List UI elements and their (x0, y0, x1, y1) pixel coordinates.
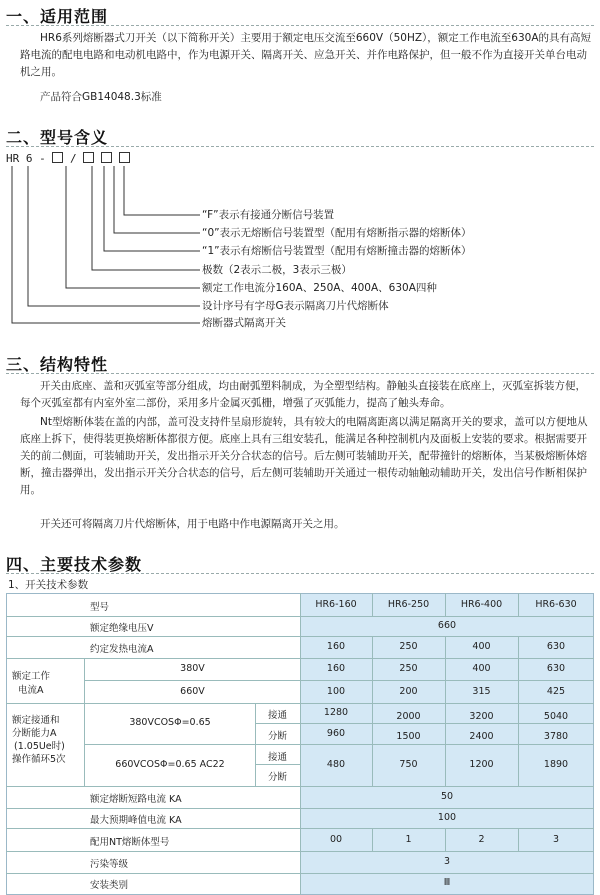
break-label: 分断 (267, 772, 287, 783)
cell-value: 2400 (469, 731, 494, 742)
legend-item: “0”表示无熔断信号装置型（配用有熔断指示器的熔断体） (202, 227, 472, 239)
cell-value: 200 (399, 686, 418, 697)
cell-value: 630 (546, 663, 566, 674)
voltage-label: 380V (180, 663, 205, 674)
cell-value: 1280 (323, 707, 349, 718)
section-title-scope: 一、适用范围 (6, 7, 109, 26)
legend-item: 设计序号有字母G表示隔离刀片代熔断体 (202, 300, 389, 312)
scope-paragraph: HR6系列熔断器式刀开关（以下简称开关）主要用于额定电压交流至660V（50HZ），额定工作电流至630A的具有高短路电流的配电电路和电动机电路中，作为电源开关、隔离开关、应急开关、并作电路保护，但一般不作为直接开关单台电动机之用。 (20, 32, 592, 78)
cell-value: 100 (326, 686, 346, 697)
section-divider (6, 373, 594, 374)
subsection-title: 1、开关技术参数 (8, 579, 89, 591)
row-label: 最大预期峰值电流 KA (90, 815, 182, 826)
voltage-label: 660V (180, 686, 205, 697)
model-code-sep: / (70, 152, 77, 165)
make-label: 接通 (267, 710, 287, 721)
header-model: HR6-160 (315, 599, 357, 610)
cell-value: 2000 (396, 711, 421, 722)
header-model: HR6-400 (460, 599, 503, 610)
cell-value: 1200 (469, 759, 494, 770)
structure-paragraph: Nt型熔断体装在盖的内部，盖可没支持件呈扇形旋转，具有较大的电隔离距离以满足隔离开关的要求，盖可以方便地从底座上拆下，使得装更换熔断体都很方便。底座上具有三组安装孔，能满足各种控制机内及面板上安装的要求。根据需要开关的前二侧面，可装辅助开关，发出指示开关分合状态的信号。后左侧可装辅助开关，配带撞针的熔断体，当某极熔断体熔断，撞击器弹出，发出指示开关分合状态的信号，后左侧可装辅助开关通过一根传动轴触动辅助开关，发出信号作断相保护用。 (20, 416, 588, 496)
cell-value: 960 (326, 728, 346, 739)
cell-value: 400 (472, 641, 491, 652)
condition-label: 660VCOSΦ=0.65 AC22 (115, 759, 225, 770)
row-label: 操作循环5次 (12, 754, 66, 765)
cell-value: 660 (437, 620, 457, 631)
row-label: 额定绝缘电压V (90, 623, 154, 634)
legend-item: 极数（2表示二极，3表示三极） (202, 264, 352, 276)
cell-value: 480 (326, 759, 346, 770)
model-code-prefix: HR 6 - (6, 152, 46, 165)
cell-value: 160 (326, 663, 346, 674)
cell-value: 100 (437, 812, 457, 823)
section-divider (6, 573, 594, 574)
legend-item: 熔断器式隔离开关 (202, 317, 286, 329)
break-label: 分断 (267, 731, 287, 742)
structure-paragraph: 开关由底座、盖和灭弧室等部分组成，均由耐弧塑料制成，为全塑型结构。静触头直接装在底座上，灭弧室拆装方便，每个灭弧室都有内室外室二部份，采用多片金属灭弧栅，增强了灭弧能力，提高了触头寿命。 (20, 380, 586, 409)
cell-value: 5040 (543, 711, 569, 722)
legend-item: “1”表示有熔断信号装置型（配用有熔断撞击器的熔断体） (202, 245, 472, 257)
cell-value: 3 (443, 856, 451, 867)
cell-value: 00 (329, 834, 343, 845)
cell-value: 630 (546, 641, 566, 652)
cell-value: 3 (552, 834, 560, 845)
structure-paragraph: 开关还可将隔离刀片代熔断体，用于电路中作电源隔离开关之用。 (40, 518, 345, 530)
section-title-params: 四、主要技术参数 (6, 555, 143, 574)
row-label: 额定熔断短路电流 KA (90, 794, 182, 805)
row-label: 额定接通和 (12, 715, 60, 726)
row-label: 分断能力A (12, 728, 57, 739)
make-label: 接通 (267, 752, 287, 763)
cell-value: 315 (472, 686, 491, 697)
section-title-structure: 三、结构特性 (6, 355, 109, 374)
row-label: (1.05Ue时) (14, 741, 65, 752)
cell-value: 250 (399, 663, 418, 674)
cell-value: 250 (399, 641, 418, 652)
header-model: HR6-630 (535, 599, 577, 610)
cell-value: 425 (546, 686, 566, 697)
cell-value: 750 (399, 759, 418, 770)
header-model: HR6-250 (387, 599, 430, 610)
cell-value: Ⅲ (443, 877, 451, 888)
cell-value: 160 (326, 641, 346, 652)
cell-value: 3780 (543, 731, 569, 742)
row-label: 电流A (18, 685, 44, 696)
section-title-model: 二、型号含义 (6, 128, 109, 147)
cell-value: 1 (405, 834, 412, 845)
cell-value: 1500 (396, 731, 421, 742)
row-label: 配用NT熔断体型号 (90, 837, 170, 848)
row-label: 额定工作 (12, 671, 51, 682)
row-label: 安装类别 (90, 880, 129, 891)
row-label: 约定发热电流A (90, 644, 154, 655)
legend-item: 额定工作电流分160A、250A、400A、630A四种 (202, 282, 437, 294)
condition-label: 380VCOSΦ=0.65 (129, 717, 211, 728)
header-label: 型号 (90, 602, 110, 613)
cell-value: 1890 (543, 759, 569, 770)
cell-value: 50 (440, 791, 454, 802)
cell-value: 3200 (469, 711, 494, 722)
cell-value: 400 (472, 663, 491, 674)
row-label: 污染等级 (90, 859, 129, 870)
legend-item: “F”表示有接通分断信号装置 (202, 209, 335, 221)
standard-note: 产品符合GB14048.3标准 (40, 91, 162, 103)
cell-value: 2 (478, 834, 485, 845)
